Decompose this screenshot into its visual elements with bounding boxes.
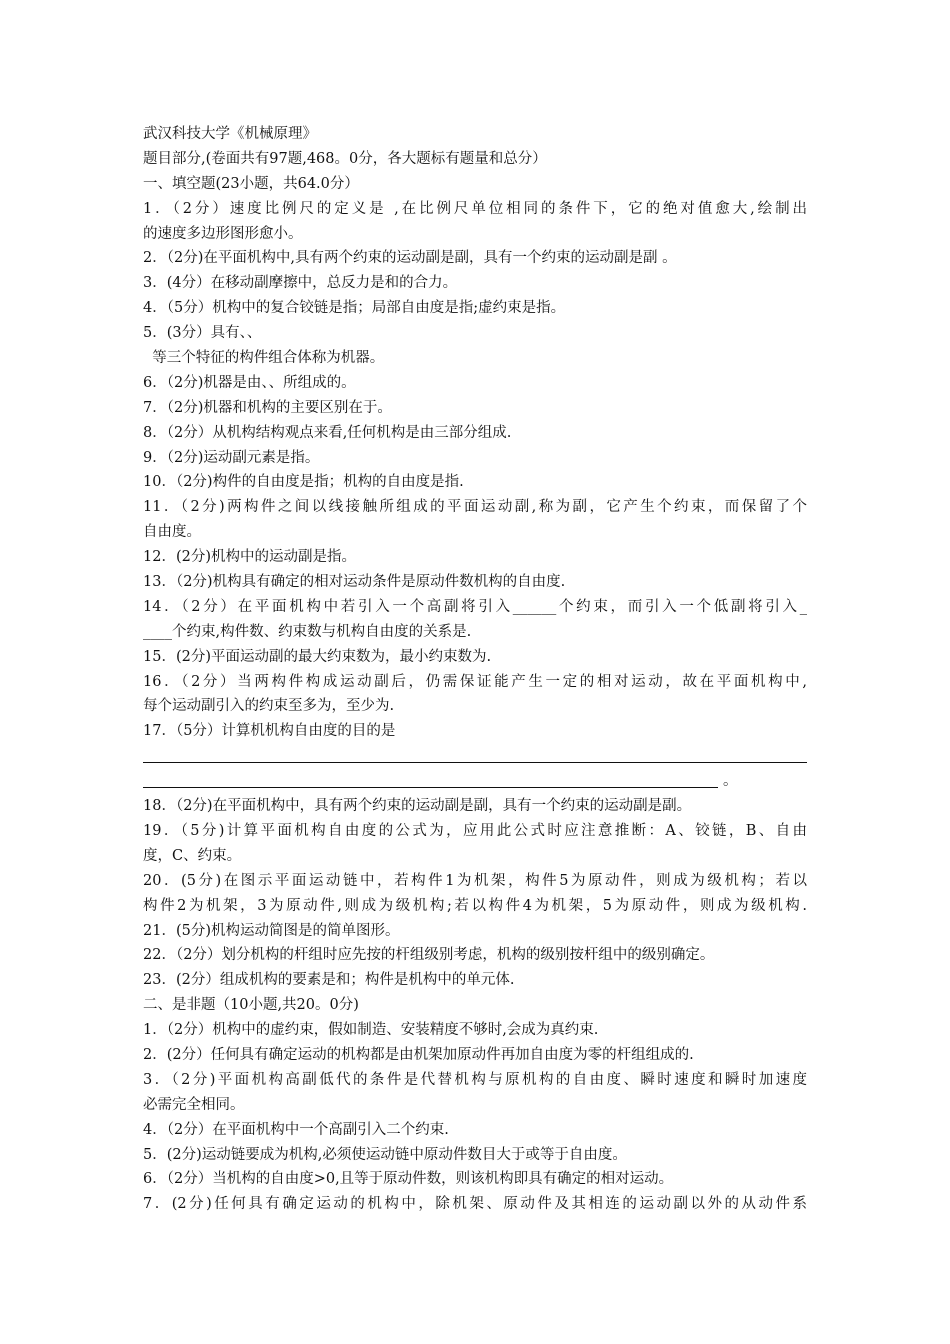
question-line: 18．（2分)在平面机构中，具有两个约束的运动副是副，具有一个约束的运动副是副。 [143, 798, 692, 815]
question-line: 每个运动副引入的约束至多为，至少为. [143, 698, 395, 715]
question-line: 6．（2分）当机构的自由度>0,且等于原动件数，则该机构即具有确定的相对运动。 [143, 1171, 674, 1188]
document-title: 武汉科技大学《机械原理》 [143, 126, 317, 142]
document-summary: 题目部分,(卷面共有97题,468。0分，各大题标有题量和总分） [143, 150, 547, 167]
question-line: 12．(2分)机构中的运动副是指。 [143, 549, 356, 566]
question-line: 2．(2分）任何具有确定运动的机构都是由机架加原动件再加自由度为零的杆组组成的. [143, 1046, 694, 1063]
question-line: 19．（5分)计算平面机构自由度的公式为，应用此公式时应注意推断：A、铰链，B、自由 [143, 822, 807, 839]
question-line: 7．(2分)任何具有确定运动的机构中，除机架、原动件及其相连的运动副以外的从动件系 [143, 1196, 807, 1213]
question-line: 9．（2分)运动副元素是指。 [143, 449, 320, 466]
question-line: 17．（5分）计算机机构自由度的目的是 [143, 723, 396, 740]
question-line: 20．(5分)在图示平面运动链中，若构件1为机架，构件5为原动件，则成为级机构；若以 [143, 872, 807, 889]
question-line: 4．（5分）机构中的复合铰链是指；局部自由度是指;虚约束是指。 [143, 300, 566, 317]
question-line: 11．（2分)两构件之间以线接触所组成的平面运动副,称为副，它产生个约束，而保留了个 [143, 499, 807, 516]
question-line: 等三个特征的构件组合体称为机器。 [143, 350, 385, 367]
answer-underline [143, 787, 718, 788]
question-line: 5．(2分)运动链要成为机构,必须使运动链中原动件数目大于或等于自由度。 [143, 1146, 627, 1163]
answer-underline [143, 762, 807, 763]
document-body [143, 122, 807, 1217]
question-line: 2．（2分)在平面机构中,具有两个约束的运动副是副，具有一个约束的运动副是副 。 [143, 250, 677, 267]
question-line: 度，C、约束。 [143, 847, 242, 864]
question-line: 4．（2分）在平面机构中一个高副引入二个约束. [143, 1121, 449, 1138]
question-line: 22．（2分）划分机构的杆组时应先按的杆组级别考虑，机构的级别按杆组中的级别确定。 [143, 947, 715, 964]
question-line: 10．（2分)构件的自由度是指；机构的自由度是指. [143, 474, 464, 491]
question-line: 7．（2分)机器和机构的主要区别在于。 [143, 399, 392, 416]
section-heading-fill-in: 一、填空题(23小题，共64.0分） [143, 175, 359, 192]
question-line: 21．(5分)机构运动简图是的简单图形。 [143, 922, 400, 939]
question-line: 23．(2分）组成机构的要素是和；构件是机构中的单元体. [143, 972, 515, 989]
question-line: ____个约束,构件数、约束数与机构自由度的关系是. [143, 623, 472, 640]
answer-blank-line [143, 744, 807, 769]
question-line: 的速度多边形图形愈小。 [143, 225, 303, 242]
question-line: 必需完全相同。 [143, 1096, 245, 1113]
question-line: 16．（2分）当两构件构成运动副后，仍需保证能产生一定的相对运动，故在平面机构中, [143, 673, 807, 690]
question-line: 自由度。 [143, 524, 201, 541]
question-line: 8．（2分）从机构结构观点来看,任何机构是由三部分组成. [143, 424, 512, 441]
question-line: 13．（2分)机构具有确定的相对运动条件是原动件数机构的自由度. [143, 574, 566, 591]
question-line: 5．(3分）具有、、 [143, 325, 262, 342]
question-line: 3．（2分)平面机构高副低代的条件是代替机构与原机构的自由度、瞬时速度和瞬时加速度 [143, 1071, 807, 1088]
question-line: 1．（2分）速度比例尺的定义是 ,在比例尺单位相同的条件下，它的绝对值愈大,绘制出 [143, 200, 807, 217]
question-line: 构件2为机架，3为原动件,则成为级机构;若以构件4为机架，5为原动件，则成为级机构. [143, 897, 807, 914]
answer-blank-end: 。 [723, 773, 738, 790]
answer-blank-line [143, 769, 807, 794]
question-line: 1．（2分）机构中的虚约束，假如制造、安装精度不够时,会成为真约束. [143, 1022, 599, 1039]
question-line: 15．(2分)平面运动副的最大约束数为，最小约束数为. [143, 648, 492, 665]
question-line: 6．（2分)机器是由、、所组成的。 [143, 374, 356, 391]
section-heading-true-false: 二、是非题（10小题,共20。0分) [143, 997, 359, 1014]
question-line: 3．(4分）在移动副摩擦中，总反力是和的合力。 [143, 275, 458, 292]
question-line: 14．（2分）在平面机构中若引入一个高副将引入______个约束，而引入一个低副将引入_ [143, 598, 807, 615]
